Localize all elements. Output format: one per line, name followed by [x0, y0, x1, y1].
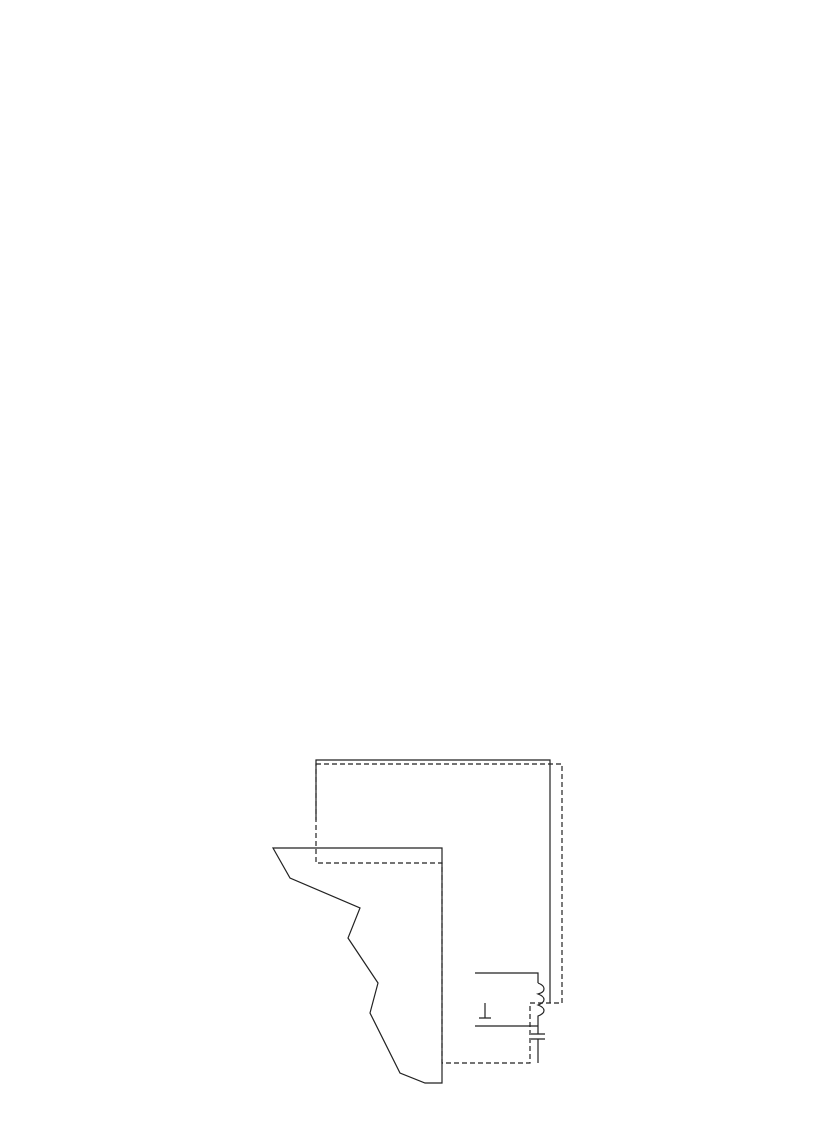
capacitor-bottom [531, 1039, 545, 1063]
ground-plane-outline [316, 764, 562, 1063]
vcc-wire [316, 760, 550, 1003]
capacitor-top [531, 1026, 545, 1034]
body-text [116, 86, 720, 90]
inductor [538, 983, 544, 1026]
aref-wire [475, 973, 538, 983]
adc-power-diagram [250, 758, 570, 1088]
chip-outline [273, 848, 442, 1083]
agnd-wire [479, 1003, 491, 1018]
